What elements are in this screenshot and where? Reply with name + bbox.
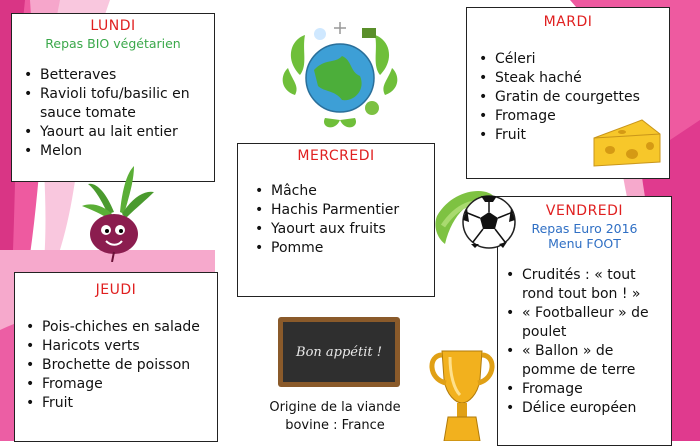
day-title-mercredi: MERCREDI [297, 148, 375, 164]
vendredi-menu-list [504, 266, 669, 418]
list-item: • Pois-chiches en salade [24, 318, 217, 337]
card-lundi [11, 13, 215, 182]
chalkboard-text: Bon appétit ! [296, 344, 382, 360]
chalkboard-surface [283, 322, 395, 382]
cheese-icon [592, 118, 662, 168]
chalkboard-icon [278, 317, 400, 387]
day-title-mardi: MARDI [543, 14, 593, 30]
vendredi-subtitle-year: 2016 [605, 221, 638, 236]
list-item: • Fruit [477, 126, 669, 145]
globe-eco-icon [280, 20, 400, 132]
trophy-icon [426, 345, 498, 441]
origin-note [245, 399, 425, 435]
list-item: • Crudités : « tout rond tout bon ! » [504, 266, 669, 304]
list-item: • Fromage [504, 380, 669, 399]
origin-note-line1: Origine de la viande [269, 400, 401, 415]
list-item: • Haricots verts [24, 337, 217, 356]
list-item: • Céleri [477, 50, 669, 69]
day-title-vendredi: VENDREDI [545, 203, 624, 219]
vendredi-subtitle-line2: Menu FOOT [548, 236, 621, 251]
day-title-jeudi: JEUDI [95, 282, 137, 298]
list-item: • Fruit [24, 394, 217, 413]
list-item: • Fromage [24, 375, 217, 394]
list-item: • « Footballeur » de poulet [504, 304, 669, 342]
mercredi-menu-list [253, 182, 434, 258]
list-item: • Fromage [477, 107, 669, 126]
list-item: • Yaourt au lait entier [22, 123, 208, 142]
lundi-menu-list [22, 66, 208, 161]
day-title-lundi: LUNDI [90, 18, 136, 34]
soccer-ball-icon [433, 186, 519, 256]
list-item: • Melon [22, 142, 208, 161]
card-mercredi [237, 143, 435, 297]
list-item: • Hachis Parmentier [253, 201, 434, 220]
list-item: • Mâche [253, 182, 434, 201]
list-item: • Yaourt aux fruits [253, 220, 434, 239]
card-vendredi [497, 196, 672, 446]
list-item: • Pomme [253, 239, 434, 258]
list-item: • Betteraves [22, 66, 208, 85]
lundi-subtitle: Repas BIO végétarien [45, 36, 181, 51]
list-item: • Ravioli tofu/basilic en sauce tomate [22, 85, 208, 123]
list-item: • Gratin de courgettes [477, 88, 669, 107]
vendredi-subtitle [498, 221, 671, 251]
vendredi-subtitle-line1: Repas Euro [531, 221, 602, 236]
list-item: • « Ballon » de pomme de terre [504, 342, 669, 380]
list-item: • Steak haché [477, 69, 669, 88]
beet-icon [76, 162, 158, 262]
list-item: • Brochette de poisson [24, 356, 217, 375]
origin-note-line2: bovine : France [285, 418, 385, 433]
jeudi-menu-list [24, 318, 217, 413]
card-jeudi [14, 272, 218, 442]
list-item: • Délice européen [504, 399, 669, 418]
